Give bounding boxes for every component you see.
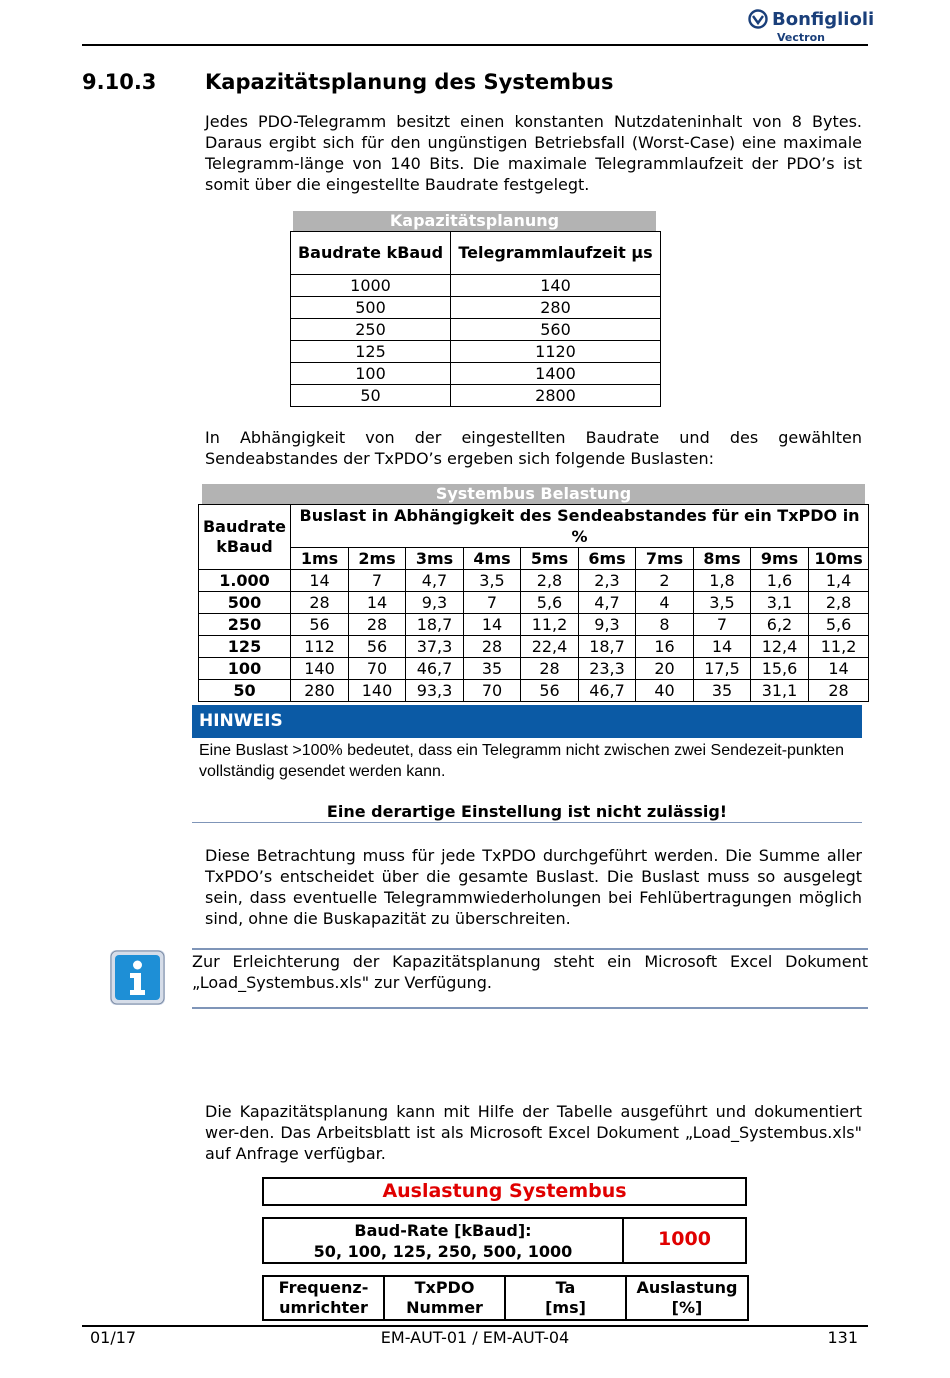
info-icon: [110, 950, 165, 1005]
interval-header: 2ms: [349, 548, 406, 570]
hinweis-title: HINWEIS: [199, 711, 283, 731]
section-number: 9.10.3: [82, 70, 157, 94]
load-cell: 4,7: [406, 570, 464, 592]
load-cell: 22,4: [521, 636, 579, 658]
load-cell: 1,4: [809, 570, 869, 592]
column-label: Nummer: [406, 1298, 483, 1317]
load-cell: 28: [291, 592, 349, 614]
row-baud: 125: [199, 636, 291, 658]
load-cell: 2,8: [809, 592, 869, 614]
load-cell: 35: [694, 680, 751, 702]
cell: 1400: [451, 363, 661, 385]
load-cell: 9,3: [406, 592, 464, 614]
column-label: Ta: [555, 1278, 576, 1297]
column-ta: [505, 1276, 626, 1320]
cell: 125: [291, 341, 451, 363]
load-cell: 11,2: [809, 636, 869, 658]
load-cell: 5,6: [809, 614, 869, 636]
column-label: [%]: [671, 1298, 703, 1317]
load-cell: 46,7: [579, 680, 636, 702]
capacity-table: [290, 231, 661, 407]
column-label: [ms]: [545, 1298, 586, 1317]
interval-header: 9ms: [751, 548, 809, 570]
footer-document-id: EM-AUT-01 / EM-AUT-04: [380, 1328, 570, 1347]
load-cell: 56: [349, 636, 406, 658]
cell: 50: [291, 385, 451, 407]
table-row: [199, 680, 869, 702]
section-title: Kapazitätsplanung des Systembus: [205, 70, 614, 94]
column-label: Frequenz-: [278, 1278, 369, 1297]
load-cell: 15,6: [751, 658, 809, 680]
footer-rule: [82, 1325, 868, 1327]
baud-rate-label-line2: 50, 100, 125, 250, 500, 1000: [313, 1242, 573, 1261]
load-cell: 8: [636, 614, 694, 636]
load-table: [198, 504, 869, 702]
interval-header: 4ms: [464, 548, 521, 570]
hinweis-warning: Eine derartige Einstellung ist nicht zulässig!: [326, 802, 728, 821]
load-header-group: Buslast in Abhängigkeit des Sendeabstandes für ein TxPDO in %: [291, 505, 869, 548]
interval-header: 10ms: [809, 548, 869, 570]
load-cell: 14: [464, 614, 521, 636]
load-cell: 93,3: [406, 680, 464, 702]
load-cell: 2,8: [521, 570, 579, 592]
interval-header: 3ms: [406, 548, 464, 570]
load-cell: 37,3: [406, 636, 464, 658]
info-note-text: Zur Erleichterung der Kapazitätsplanung steht ein Microsoft Excel Dokument „Load_Systembus.xls" zur Verfügung.: [192, 952, 868, 992]
column-label: umrichter: [279, 1298, 368, 1317]
row-baud: 50: [199, 680, 291, 702]
cell: 500: [291, 297, 451, 319]
row-baud: 250: [199, 614, 291, 636]
column-txpdo: [384, 1276, 505, 1320]
interval-header: 1ms: [291, 548, 349, 570]
load-cell: 17,5: [694, 658, 751, 680]
header-rule: [82, 44, 868, 46]
table-row: [291, 319, 661, 341]
table-row: [291, 363, 661, 385]
load-cell: 28: [464, 636, 521, 658]
row-baud: 1.000: [199, 570, 291, 592]
cell: 560: [451, 319, 661, 341]
load-cell: 16: [636, 636, 694, 658]
cell: 250: [291, 319, 451, 341]
interval-header-row: [199, 548, 869, 570]
table-row: [291, 341, 661, 363]
load-cell: 1,6: [751, 570, 809, 592]
baud-rate-label-line1: Baud-Rate [kBaud]:: [354, 1221, 532, 1240]
column-frequenzumrichter: [263, 1276, 384, 1320]
load-cell: 70: [349, 658, 406, 680]
load-cell: 12,4: [751, 636, 809, 658]
load-cell: 140: [291, 658, 349, 680]
info-rule-top: [192, 948, 868, 950]
capacity-header-baud: Baudrate kBaud: [291, 232, 451, 275]
hinweis-bar: [192, 705, 862, 738]
load-cell: 35: [464, 658, 521, 680]
load-cell: 112: [291, 636, 349, 658]
interval-header: 6ms: [579, 548, 636, 570]
interval-header: 7ms: [636, 548, 694, 570]
load-cell: 2: [636, 570, 694, 592]
load-cell: 56: [521, 680, 579, 702]
load-cell: 7: [694, 614, 751, 636]
table-row: [199, 570, 869, 592]
excel-column-headers: [262, 1275, 749, 1321]
cell: 100: [291, 363, 451, 385]
table-row: [199, 658, 869, 680]
cell: 2800: [451, 385, 661, 407]
brand-subname: Vectron: [777, 31, 825, 44]
column-label: TxPDO: [414, 1278, 475, 1297]
load-cell: 280: [291, 680, 349, 702]
load-cell: 31,1: [751, 680, 809, 702]
load-table-caption: Systembus Belastung: [202, 484, 865, 504]
capacity-table-caption: Kapazitätsplanung: [293, 211, 656, 231]
bonfiglioli-logo-icon: [748, 9, 768, 29]
row-baud: 100: [199, 658, 291, 680]
intro-paragraph: Jedes PDO-Telegramm besitzt einen konstanten Nutzdateninhalt von 8 Bytes. Daraus ergibt sich für den ungünstigen Betriebsfall (Worst-Case) eine maximale Telegramm-länge von 140 Bits. Die maximale Telegrammlaufzeit der PDO’s ist somit über die eingestellte Baudrate festgelegt.: [205, 112, 862, 194]
row-baud: 500: [199, 592, 291, 614]
load-cell: 140: [349, 680, 406, 702]
load-cell: 11,2: [521, 614, 579, 636]
cell: 140: [451, 275, 661, 297]
load-cell: 20: [636, 658, 694, 680]
load-cell: 56: [291, 614, 349, 636]
load-cell: 3,5: [694, 592, 751, 614]
load-cell: 6,2: [751, 614, 809, 636]
load-cell: 18,7: [406, 614, 464, 636]
load-cell: 18,7: [579, 636, 636, 658]
load-cell: 9,3: [579, 614, 636, 636]
footer-date: 01/17: [90, 1328, 137, 1347]
interval-header: 5ms: [521, 548, 579, 570]
column-auslastung: [626, 1276, 748, 1320]
load-table-body: [199, 570, 869, 702]
dependency-paragraph: In Abhängigkeit von der eingestellten Baudrate und des gewählten Sendeabstandes der TxPDO’s ergeben sich folgende Buslasten:: [205, 428, 862, 468]
table-row: [199, 636, 869, 658]
table-row: [291, 275, 661, 297]
load-cell: 46,7: [406, 658, 464, 680]
cell: 280: [451, 297, 661, 319]
load-cell: 40: [636, 680, 694, 702]
load-cell: 7: [349, 570, 406, 592]
baud-rate-value: 1000: [658, 1228, 711, 1250]
load-cell: 7: [464, 592, 521, 614]
load-cell: 2,3: [579, 570, 636, 592]
load-cell: 70: [464, 680, 521, 702]
cell: 1000: [291, 275, 451, 297]
info-rule-bottom: [192, 1007, 868, 1009]
load-cell: 5,6: [521, 592, 579, 614]
baud-rate-label: [264, 1220, 622, 1262]
hinweis-rule: [192, 822, 862, 823]
load-cell: 14: [694, 636, 751, 658]
table-row: [199, 592, 869, 614]
capacity-header-time: Telegrammlaufzeit µs: [451, 232, 661, 275]
consideration-paragraph: Diese Betrachtung muss für jede TxPDO durchgeführt werden. Die Summe aller TxPDO’s entscheidet über die gesamte Buslast. Die Buslast muss so ausgelegt sein, dass eventuelle Telegrammwiederholungen bei Fehlübertragungen möglich sind, ohne die Buskapazität zu überschreiten.: [205, 846, 862, 928]
load-cell: 28: [349, 614, 406, 636]
load-cell: 14: [349, 592, 406, 614]
load-cell: 28: [809, 680, 869, 702]
table-row: [291, 385, 661, 407]
worksheet-paragraph: Die Kapazitätsplanung kann mit Hilfe der Tabelle ausgeführt und dokumentiert wer-den. Das Arbeitsblatt ist als Microsoft Excel Dokument „Load_Systembus.xls" auf Anfrage verfügbar.: [205, 1102, 862, 1163]
load-cell: 23,3: [579, 658, 636, 680]
load-cell: 3,1: [751, 592, 809, 614]
load-cell: 4,7: [579, 592, 636, 614]
cell: 1120: [451, 341, 661, 363]
load-cell: 14: [809, 658, 869, 680]
load-cell: 14: [291, 570, 349, 592]
load-cell: 3,5: [464, 570, 521, 592]
load-header-baud: Baudrate kBaud: [199, 505, 291, 570]
footer-page-number: 131: [827, 1328, 858, 1347]
table-row: [291, 297, 661, 319]
load-cell: 1,8: [694, 570, 751, 592]
interval-header: 8ms: [694, 548, 751, 570]
table-row: [199, 614, 869, 636]
column-label: Auslastung: [636, 1278, 738, 1297]
load-cell: 28: [521, 658, 579, 680]
auslastung-title: Auslastung Systembus: [382, 1180, 627, 1202]
load-cell: 4: [636, 592, 694, 614]
hinweis-text: Eine Buslast >100% bedeutet, dass ein Telegramm nicht zwischen zwei Sendezeit-punkten vollständig gesendet werden kann.: [199, 742, 844, 780]
brand-name: Bonfiglioli: [772, 9, 875, 30]
